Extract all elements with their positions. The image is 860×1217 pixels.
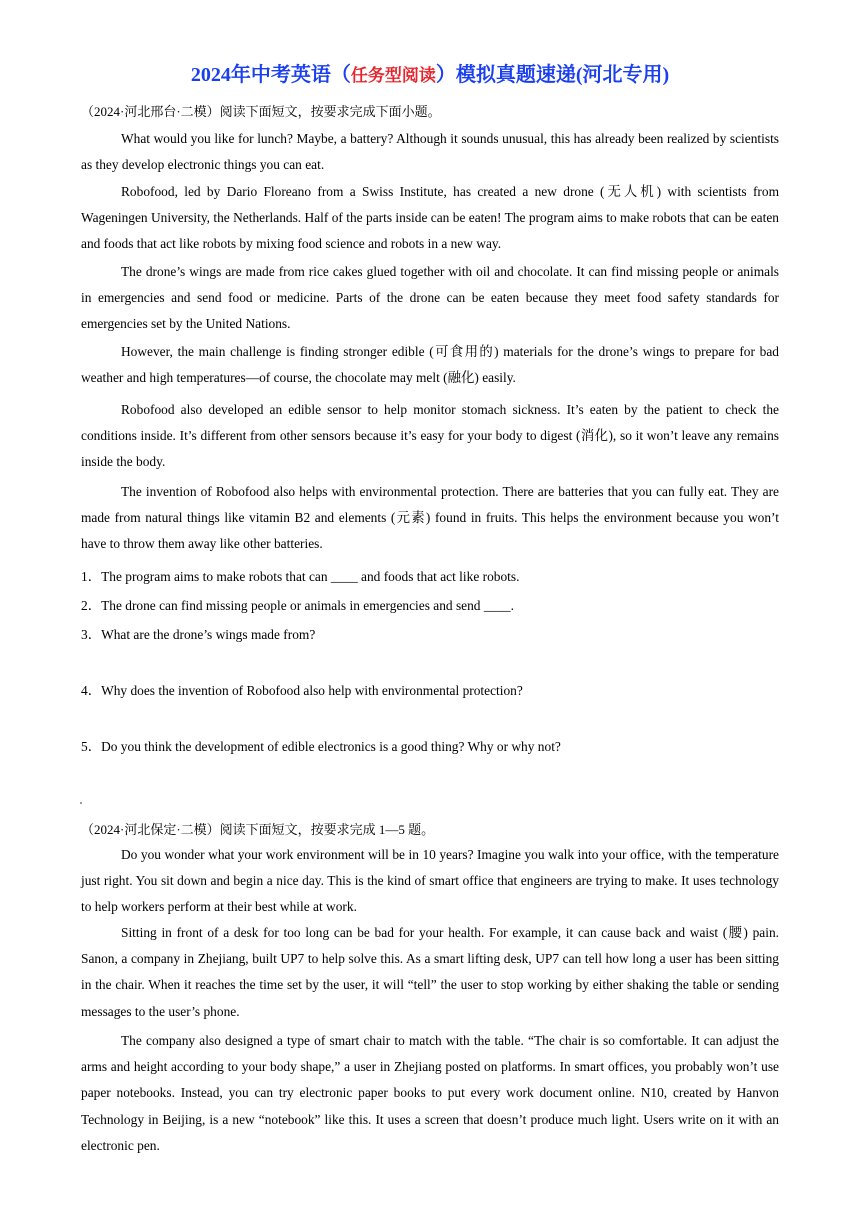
section1-paragraph-3: The drone’s wings are made from rice cakes glued together with oil and chocolate. It can find missing people or animals in emergencies and send food or medicine. Parts of the drone can be eaten because they meet food safety standards for emergencies set by the United Nations. (81, 264, 779, 332)
question-5: 5．Do you think the development of edible electronics is a good thing? Why or why not? (81, 739, 561, 754)
section2-paragraph-2: Sitting in front of a desk for too long can be bad for your health. For example, it can cause back and waist (腰) pain. Sanon, a company in Zhejiang, built UP7 to help solve this. As a smart lifting desk, UP7 can tell how long a user has been sitting in the chair. When it reaches the time set by the user, it will “tell” the user to stop working by either shaking the table or sending messages to the user’s phone. (81, 925, 779, 1019)
section2-paragraph-3: The company also designed a type of smart chair to match with the table. “The chair is so comfortable. It can adjust the arms and height according to your body shape,” a user in Zhejiang posted on platforms. In smart offices, you probably won’t use paper notebooks. Instead, you can try electronic paper books to put every work document online. N10, created by Hanvon Technology in Beijing, is a new “notebook” like this. It uses a screen that doesn’t produce much light. Users write on it with an electronic pen. (81, 1033, 779, 1153)
page-title (0, 58, 860, 87)
section1-paragraph-1: What would you like for lunch? Maybe, a battery? Although it sounds unusual, this has already been realized by scientists as they develop electronic things you can eat. (81, 131, 779, 173)
section1-paragraph-5: Robofood also developed an edible sensor to help monitor stomach sickness. It’s eaten by the patient to check the conditions inside. It’s different from other sensors because it’s easy for your body to digest (消化), so it won’t leave any remains inside the body. (81, 402, 779, 470)
section1-source: （2024·河北邢台·二模）阅读下面短文，按要求完成下面小题。 (81, 104, 441, 119)
question-1: 1．The program aims to make robots that can ____ and foods that act like robots. (81, 569, 520, 584)
section1-paragraph-6: The invention of Robofood also helps with environmental protection. There are batteries that you can fully eat. They are made from natural things like vitamin B2 and elements (元素) found in fruits. This helps the environment because you won’t have to throw them away like other batteries. (81, 484, 779, 552)
title-highlight: 任务型阅读 (350, 66, 436, 85)
title-prefix: 2024年中考英语（ (190, 64, 351, 86)
question-3: 3．What are the drone’s wings made from? (81, 627, 316, 642)
section1-paragraph-4: However, the main challenge is finding stronger edible (可食用的) materials for the drone’s wings to prepare for bad weather and high temperatures—of course, the chocolate may melt (融化) easily. (81, 344, 779, 386)
question-4: 4．Why does the invention of Robofood also help with environmental protection? (81, 683, 523, 698)
stray-mark (80, 802, 82, 804)
question-2: 2．The drone can find missing people or animals in emergencies and send ____. (81, 598, 514, 613)
section2-source: （2024·河北保定·二模）阅读下面短文，按要求完成 1—5 题。 (81, 822, 435, 837)
section2-paragraph-1: Do you wonder what your work environment will be in 10 years? Imagine you walk into your office, with the temperature just right. You sit down and begin a nice day. This is the kind of smart office that engineers are trying to make. It uses technology to help workers perform at their best while at work. (81, 847, 779, 915)
section1-paragraph-2: Robofood, led by Dario Floreano from a Swiss Institute, has created a new drone (无人机) with scientists from Wageningen University, the Netherlands. Half of the parts inside can be eaten! The program aims to make robots that can be eaten and foods that act like robots by mixing food science and robots in a new way. (81, 184, 779, 252)
title-suffix: ）模拟真题速递(河北专用) (435, 64, 670, 86)
